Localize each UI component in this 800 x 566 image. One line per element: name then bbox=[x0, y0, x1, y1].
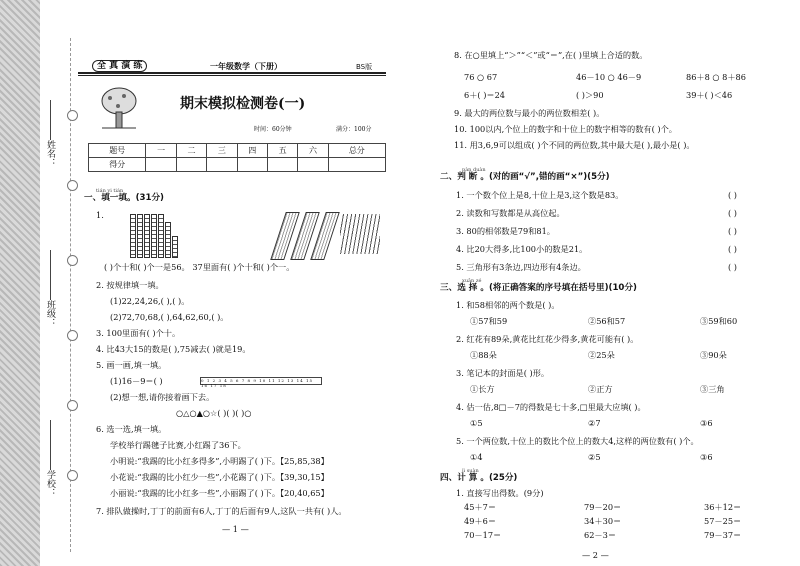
score-cell[interactable] bbox=[176, 158, 206, 172]
tree-illustration bbox=[100, 86, 138, 130]
counting-rod bbox=[172, 236, 178, 258]
calc-item[interactable]: 79－37＝ bbox=[704, 530, 742, 540]
section4-title: 四、计 算 。(25分) bbox=[440, 473, 518, 483]
calc-item[interactable]: 45＋7＝ bbox=[464, 502, 497, 512]
score-header: 题号 bbox=[89, 144, 146, 158]
q6a-text: 小明说:“我踢的比小红多得多”,小明踢了( )下。【25,85,38】 bbox=[110, 456, 329, 466]
time-limit: 时间：60分钟 bbox=[254, 126, 292, 133]
q1-text: ( )个十和( )个一是56。 37里面有( )个十和( )个一。 bbox=[104, 262, 295, 272]
q5b-text: (2)想一想,请你接着画下去。 bbox=[110, 392, 215, 402]
score-header: 四 bbox=[237, 144, 267, 158]
q8-expr: 76 ○ 67 bbox=[464, 72, 498, 82]
q2b-text: (2)72,70,68,( ),64,62,60,( )。 bbox=[110, 312, 229, 322]
choice-option[interactable]: ③三角 bbox=[700, 384, 725, 394]
calc-item[interactable]: 36＋12＝ bbox=[704, 502, 742, 512]
hole-marker bbox=[67, 330, 78, 341]
q4-text: 4. 比43大15的数是( ),75减去( )就是19。 bbox=[96, 344, 251, 354]
choice-option[interactable]: ②5 bbox=[588, 452, 601, 462]
score-cell[interactable] bbox=[267, 158, 297, 172]
score-cell[interactable] bbox=[328, 158, 385, 172]
q6b-text: 小花说:“我踢的比小红少一些”,小花踢了( )下。【39,30,15】 bbox=[110, 472, 329, 482]
choice-option[interactable]: ②25朵 bbox=[588, 350, 615, 360]
score-header-row bbox=[89, 144, 386, 158]
calc-item[interactable]: 57－25＝ bbox=[704, 516, 742, 526]
score-table bbox=[88, 143, 386, 172]
q8-expr: 46－10 ○ 46－9 bbox=[576, 72, 642, 82]
counting-rod bbox=[151, 214, 157, 258]
score-header: 六 bbox=[298, 144, 328, 158]
choice-q1: 1. 和58相邻的两个数是( )。 bbox=[456, 300, 560, 310]
counting-rod bbox=[165, 222, 171, 258]
judge-answer[interactable]: ( ) bbox=[728, 190, 737, 200]
header-rule bbox=[78, 75, 386, 76]
calc-q1: 1. 直接写出得数。(9分) bbox=[456, 488, 544, 498]
q8-expr: ( )＞90 bbox=[576, 90, 604, 100]
q2-text: 2. 按规律填一填。 bbox=[96, 280, 164, 290]
q6-text: 6. 选一选,填一填。 bbox=[96, 424, 167, 434]
page-title: 期末模拟检测卷(一) bbox=[180, 96, 306, 112]
hole-marker bbox=[67, 110, 78, 121]
name-line[interactable] bbox=[50, 100, 51, 140]
counting-rod bbox=[130, 214, 136, 258]
choice-option[interactable]: ①57和59 bbox=[470, 316, 508, 326]
judge-answer[interactable]: ( ) bbox=[728, 226, 737, 236]
score-row bbox=[89, 158, 386, 172]
school-label: 学校： bbox=[45, 470, 55, 497]
choice-option[interactable]: ③6 bbox=[700, 418, 713, 428]
section3-title: 三、选 择 。(将正确答案的序号填在括号里)(10分) bbox=[440, 283, 637, 293]
judge-item: 2. 读数和写数都是从高位起。 bbox=[456, 208, 565, 218]
counting-rod bbox=[158, 214, 164, 258]
calc-item[interactable]: 49＋6＝ bbox=[464, 516, 497, 526]
score-header: 一 bbox=[146, 144, 176, 158]
score-header: 五 bbox=[267, 144, 297, 158]
score-cell[interactable] bbox=[146, 158, 176, 172]
q8-text: 8. 在○里填上“＞”“＜”或“＝”,在( )里填上合适的数。 bbox=[454, 50, 648, 60]
name-label: 姓名： bbox=[45, 140, 55, 167]
judge-item: 5. 三角形有3条边,四边形有4条边。 bbox=[456, 262, 586, 272]
choice-option[interactable]: ③59和60 bbox=[700, 316, 738, 326]
number-line: 0 1 2 3 4 5 6 7 8 9 10 11 12 13 14 15 16 17 18 bbox=[200, 377, 322, 385]
judge-item: 3. 80的相邻数是79和81。 bbox=[456, 226, 555, 236]
q3-text: 3. 100里面有( )个十。 bbox=[96, 328, 181, 338]
score-row-label: 得分 bbox=[89, 158, 146, 172]
full-score: 满分：100分 bbox=[336, 126, 372, 133]
hole-marker bbox=[67, 180, 78, 191]
calc-item[interactable]: 62－3＝ bbox=[584, 530, 617, 540]
section2-pinyin: pàn duàn bbox=[462, 167, 486, 173]
choice-q4: 4. 估一估,8□－7的得数是七十多,□里最大应填( )。 bbox=[456, 402, 646, 412]
choice-option[interactable]: ①长方 bbox=[470, 384, 495, 394]
choice-option[interactable]: ①88朵 bbox=[470, 350, 497, 360]
hole-marker bbox=[67, 470, 78, 481]
binding-strip bbox=[0, 0, 40, 566]
choice-q3: 3. 笔记本的封面是( )形。 bbox=[456, 368, 550, 378]
score-cell[interactable] bbox=[207, 158, 237, 172]
judge-item: 1. 一个数个位上是8,十位上是3,这个数是83。 bbox=[456, 190, 624, 200]
hole-marker bbox=[67, 255, 78, 266]
score-header: 总分 bbox=[328, 144, 385, 158]
judge-answer[interactable]: ( ) bbox=[728, 244, 737, 254]
choice-option[interactable]: ②7 bbox=[588, 418, 601, 428]
q5-text: 5. 画一画,填一填。 bbox=[96, 360, 167, 370]
section2-title: 二、判 断 。(对的画“√”,错的画“×”)(5分) bbox=[440, 172, 610, 182]
score-header: 二 bbox=[176, 144, 206, 158]
q7-text: 7. 排队做操时,丁丁的前面有6人,丁丁的后面有9人,这队一共有( )人。 bbox=[96, 506, 347, 516]
page-number-1: — 1 — bbox=[222, 524, 249, 534]
judge-answer[interactable]: ( ) bbox=[728, 262, 737, 272]
choice-option[interactable]: ②56和57 bbox=[588, 316, 626, 326]
class-line[interactable] bbox=[50, 250, 51, 300]
q5a-text: (1)16－9＝( ) bbox=[110, 376, 163, 386]
calc-item[interactable]: 79－20＝ bbox=[584, 502, 622, 512]
choice-option[interactable]: ①4 bbox=[470, 452, 483, 462]
q10-text: 10. 100以内,个位上的数字和十位上的数字相等的数有( )个。 bbox=[454, 124, 677, 134]
q11-text: 11. 用3,6,9可以组成( )个不同的两位数,其中最大是( ),最小是( )。 bbox=[454, 140, 695, 150]
hole-marker bbox=[67, 400, 78, 411]
judge-item: 4. 比20大得多,比100小的数是21。 bbox=[456, 244, 588, 254]
q9-text: 9. 最大的两位数与最小的两位数相差( )。 bbox=[454, 108, 605, 118]
counting-rod bbox=[144, 214, 150, 258]
q1-number: 1. bbox=[96, 210, 104, 220]
choice-q5: 5. 一个两位数,十位上的数比个位上的数大4,这样的两位数有( )个。 bbox=[456, 436, 699, 446]
q6-intro: 学校举行踢毽子比赛,小红踢了36下。 bbox=[110, 440, 246, 450]
brand-badge: 全 真 演 练 bbox=[92, 60, 147, 72]
q2a-text: (1)22,24,26,( ),( )。 bbox=[110, 296, 190, 306]
calc-item[interactable]: 70－17＝ bbox=[464, 530, 502, 540]
choice-option[interactable]: ③90朵 bbox=[700, 350, 727, 360]
q8-expr: 39＋( )＜46 bbox=[686, 90, 733, 100]
page-number-2: — 2 — bbox=[582, 550, 609, 560]
section1-pinyin: tián yi tián bbox=[96, 188, 124, 194]
edition-label: BS版 bbox=[356, 63, 373, 71]
q8-expr: 6＋( )＝24 bbox=[464, 90, 505, 100]
section1-title: 一、填一填。(31分) bbox=[84, 193, 164, 203]
choice-option[interactable]: ③6 bbox=[700, 452, 713, 462]
score-header: 三 bbox=[207, 144, 237, 158]
class-label: 班级： bbox=[45, 300, 55, 327]
judge-answer[interactable]: ( ) bbox=[728, 208, 737, 218]
school-line[interactable] bbox=[50, 420, 51, 470]
counting-rod bbox=[137, 214, 143, 258]
score-cell[interactable] bbox=[237, 158, 267, 172]
loose-sticks bbox=[340, 214, 380, 254]
subject-label: 一年级数学（下册） bbox=[210, 62, 282, 71]
shape-sequence: ○△○▲○☆( )( )( )○ bbox=[176, 408, 252, 418]
section3-pinyin: xuǎn zé bbox=[462, 278, 482, 284]
choice-option[interactable]: ①5 bbox=[470, 418, 483, 428]
choice-option[interactable]: ②正方 bbox=[588, 384, 613, 394]
header-rule bbox=[78, 72, 386, 74]
q6c-text: 小丽说:“我踢的比小红多一些”,小丽踢了( )下。【20,40,65】 bbox=[110, 488, 329, 498]
section4-pinyin: jì suàn bbox=[462, 468, 479, 474]
choice-q2: 2. 红花有89朵,黄花比红花少得多,黄花可能有( )。 bbox=[456, 334, 639, 344]
q8-expr: 86＋8 ○ 8＋86 bbox=[686, 72, 746, 82]
calc-item[interactable]: 34＋30＝ bbox=[584, 516, 622, 526]
score-cell[interactable] bbox=[298, 158, 328, 172]
